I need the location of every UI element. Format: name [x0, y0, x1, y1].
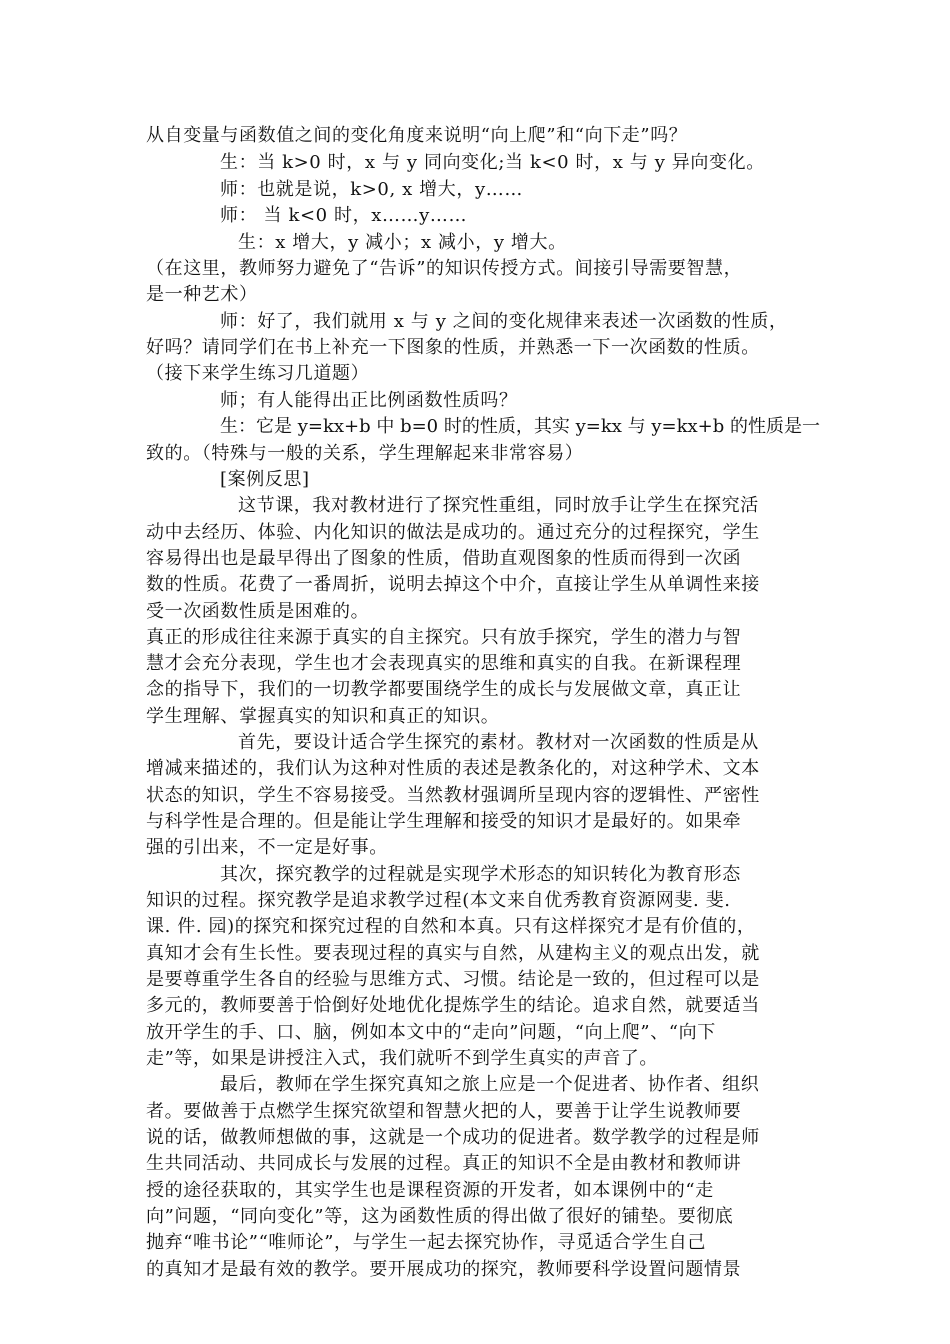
- text-line: （在这里，教师努力避免了“告诉”的知识传授方式。间接引导需要智慧，: [146, 258, 743, 279]
- text-line: 师：好了，我们就用 x 与 y 之间的变化规律来表述一次函数的性质，: [220, 311, 788, 332]
- text-line: 课. 件. 园)的探究和探究过程的自然和本真。只有这样探究才是有价值的，: [146, 916, 756, 937]
- text-line: 与科学性是合理的。但是能让学生理解和接受的知识才是最好的。如果牵: [146, 811, 742, 832]
- text-line: 这节课，我对教材进行了探究性重组，同时放手让学生在探究活: [238, 495, 759, 516]
- text-line: 状态的知识，学生不容易接受。当然教材强调所呈现内容的逻辑性、严密性: [146, 785, 760, 806]
- text-line: 受一次函数性质是困难的。: [146, 601, 370, 622]
- text-line: 念的指导下，我们的一切教学都要围绕学生的成长与发展做文章，真正让: [146, 679, 742, 700]
- text-line: 向”问题，“同向变化”等，这为函数性质的得出做了很好的铺垫。要彻底: [146, 1206, 734, 1227]
- text-line: 容易得出也是最早得出了图象的性质，借助直观图象的性质而得到一次函: [146, 548, 742, 569]
- text-line: 师： 当 k<0 时，x……y……: [220, 205, 468, 226]
- text-line: 师：也就是说，k>0, x 增大，y……: [220, 179, 523, 200]
- text-line: 生：x 增大，y 减小；x 减小，y 增大。: [238, 232, 567, 253]
- text-line: 致的。（特殊与一般的关系，学生理解起来非常容易）: [146, 443, 584, 464]
- text-line: 抛弃“唯书论”“唯师论”，与学生一起去探究协作，寻觅适合学生自己: [146, 1232, 707, 1253]
- text-line: 最后，教师在学生探究真知之旅上应是一个促进者、协作者、组织: [220, 1074, 760, 1095]
- text-line: 多元的，教师要善于恰倒好处地优化提炼学生的结论。追求自然，就要适当: [146, 995, 760, 1016]
- text-line: 强的引出来，不一定是好事。: [146, 837, 388, 858]
- text-line: 真正的形成往往来源于真实的自主探究。只有放手探究，学生的潜力与智: [146, 627, 742, 648]
- text-line: 的真知才是最有效的教学。要开展成功的探究，教师要科学设置问题情景: [146, 1259, 742, 1280]
- text-line: 走”等，如果是讲授注入式，我们就听不到学生真实的声音了。: [146, 1048, 658, 1069]
- text-line: 动中去经历、体验、内化知识的做法是成功的。通过充分的过程探究，学生: [146, 522, 760, 543]
- text-line: 真知才会有生长性。要表现过程的真实与自然，从建构主义的观点出发，就: [146, 943, 760, 964]
- text-line: 师；有人能得出正比例函数性质吗？: [220, 390, 518, 411]
- text-line: 放开学生的手、口、脑，例如本文中的“走向”问题，“向上爬”、“向下: [146, 1022, 716, 1043]
- text-line: 数的性质。花费了一番周折，说明去掉这个中介，直接让学生从单调性来接: [146, 574, 760, 595]
- text-line: 其次，探究教学的过程就是实现学术形态的知识转化为教育形态: [220, 864, 741, 885]
- text-line: 增减来描述的，我们认为这种对性质的表述是教条化的，对这种学术、文本: [146, 758, 760, 779]
- text-line: 说的话，做教师想做的事，这就是一个成功的促进者。数学教学的过程是师: [146, 1127, 760, 1148]
- text-line: 好吗？请同学们在书上补充一下图象的性质，并熟悉一下一次函数的性质。: [146, 337, 760, 358]
- section-heading: [案例反思]: [220, 469, 310, 490]
- text-line: 是一种艺术）: [146, 284, 258, 305]
- text-line: 生：当 k>0 时，x 与 y 同向变化;当 k<0 时，x 与 y 异向变化。: [220, 152, 765, 173]
- text-line: 从自变量与函数值之间的变化角度来说明“向上爬”和“向下走”吗？: [146, 125, 688, 146]
- text-line: 是要尊重学生各自的经验与思维方式、习惯。结论是一致的，但过程可以是: [146, 969, 760, 990]
- text-line: 慧才会充分表现，学生也才会表现真实的思维和真实的自我。在新课程理: [146, 653, 742, 674]
- text-line: （接下来学生练习几道题）: [146, 363, 370, 384]
- text-line: 生共同活动、共同成长与发展的过程。真正的知识不全是由教材和教师讲: [146, 1153, 742, 1174]
- text-line: 知识的过程。探究教学是追求教学过程(本文来自优秀教育资源网斐. 斐.: [146, 890, 731, 911]
- text-line: 者。要做善于点燃学生探究欲望和智慧火把的人，要善于让学生说教师要: [146, 1101, 742, 1122]
- text-line: 学生理解、掌握真实的知识和真正的知识。: [146, 706, 500, 727]
- text-line: 授的途径获取的，其实学生也是课程资源的开发者，如本课例中的“走: [146, 1180, 714, 1201]
- text-line: 生：它是 y=kx+b 中 b=0 时的性质，其实 y=kx 与 y=kx+b 的性质是一: [220, 416, 820, 437]
- text-line: 首先，要设计适合学生探究的素材。教材对一次函数的性质是从: [238, 732, 759, 753]
